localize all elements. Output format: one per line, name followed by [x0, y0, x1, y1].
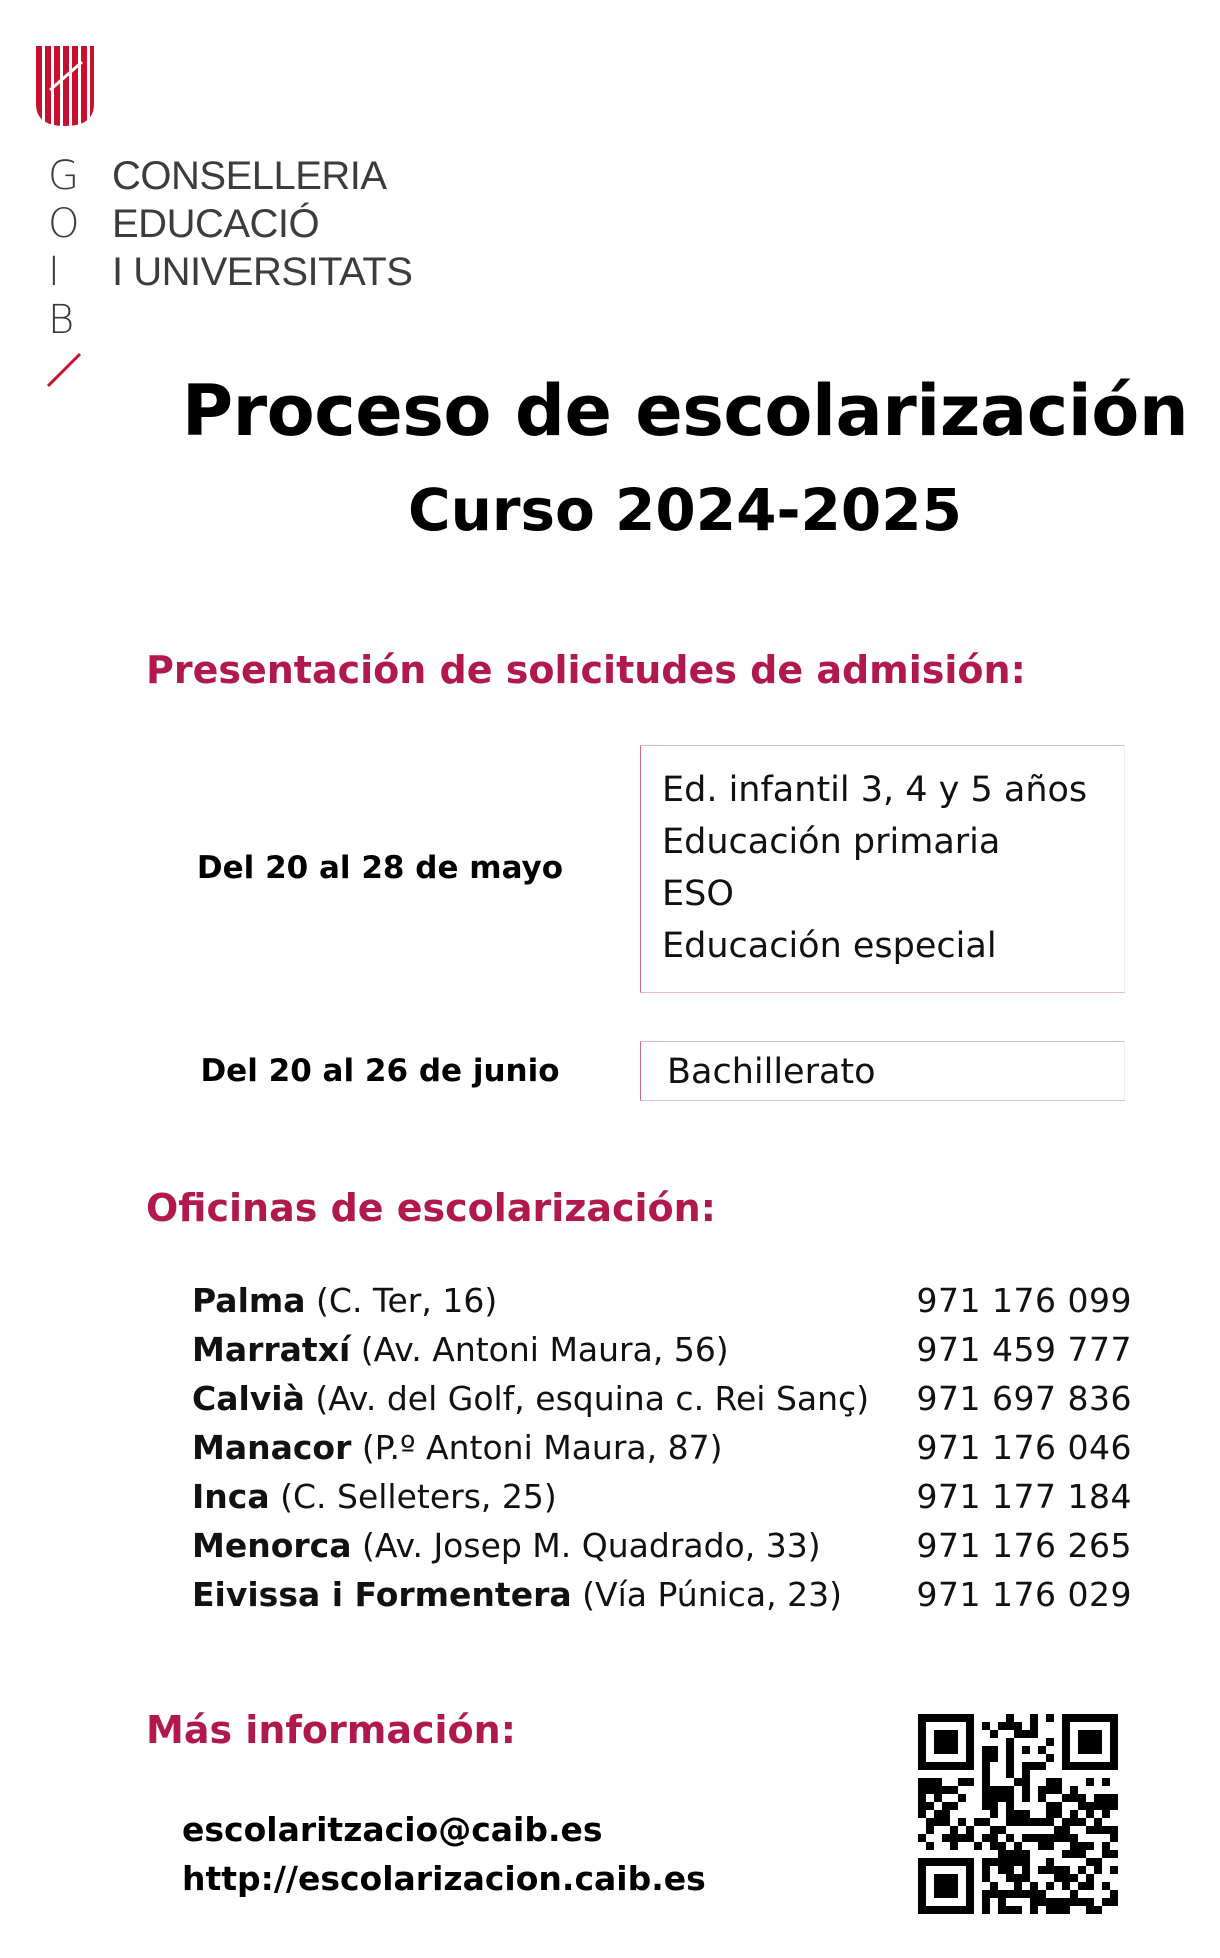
- email-link[interactable]: escolaritzacio@caib.es: [182, 1810, 603, 1849]
- office-phone: 971 177 184: [916, 1477, 1132, 1516]
- conselleria-line-3: I UNIVERSITATS: [112, 250, 413, 294]
- office-row-manacor: [192, 1423, 1132, 1472]
- office-row-eivissa: [192, 1570, 1132, 1619]
- conselleria-line-1: CONSELLERIA: [112, 154, 387, 198]
- page-title: Proceso de escolarización: [181, 370, 1189, 452]
- more-info-heading: Más información:: [146, 1708, 516, 1752]
- office-row-menorca: [192, 1521, 1132, 1570]
- office-address: (Av. del Golf, esquina c. Rei Sanç): [304, 1379, 870, 1418]
- period-dates-may: Del 20 al 28 de mayo: [196, 850, 564, 886]
- office-name: Eivissa i Formentera: [192, 1575, 572, 1614]
- office-phone: 971 697 836: [916, 1379, 1132, 1418]
- office-name: Marratxí: [192, 1330, 351, 1369]
- logo-slash-mark: [46, 352, 82, 388]
- office-phone: 971 459 777: [916, 1330, 1132, 1369]
- office-name: Calvià: [192, 1379, 305, 1418]
- office-address: (Av. Antoni Maura, 56): [350, 1330, 729, 1369]
- goib-letter-o: O: [48, 201, 80, 247]
- website-link[interactable]: http://escolarizacion.caib.es: [182, 1859, 706, 1898]
- goib-letter-b: B: [48, 297, 75, 343]
- period-levels-box-june: [640, 1041, 1125, 1101]
- office-row-calvia: [192, 1374, 1132, 1423]
- office-phone: 971 176 099: [916, 1281, 1132, 1320]
- level-item: Ed. infantil 3, 4 y 5 años: [662, 770, 1088, 810]
- office-phone: 971 176 029: [916, 1575, 1132, 1614]
- office-address: (C. Ter, 16): [305, 1281, 498, 1320]
- office-name: Manacor: [192, 1428, 352, 1467]
- office-phone: 971 176 046: [916, 1428, 1132, 1467]
- page-subtitle: Curso 2024-2025: [408, 476, 962, 544]
- qr-code-image: [918, 1714, 1118, 1914]
- office-address: (C. Selleters, 25): [269, 1477, 557, 1516]
- level-item: Educación primaria: [662, 822, 1001, 862]
- level-item: Bachillerato: [667, 1052, 876, 1092]
- admission-heading: Presentación de solicitudes de admisión:: [146, 648, 1026, 692]
- office-name: Palma: [192, 1281, 306, 1320]
- goib-emblem-logo: [36, 46, 94, 126]
- office-row-palma: [192, 1276, 1132, 1325]
- office-name: Inca: [192, 1477, 270, 1516]
- office-phone: 971 176 265: [916, 1526, 1132, 1565]
- office-address: (P.º Antoni Maura, 87): [351, 1428, 723, 1467]
- goib-letter-g: G: [48, 153, 79, 199]
- level-item: ESO: [662, 874, 734, 914]
- offices-heading: Oficinas de escolarización:: [146, 1186, 716, 1230]
- goib-letter-i: I: [48, 249, 60, 295]
- office-address: (Av. Josep M. Quadrado, 33): [351, 1526, 821, 1565]
- office-name: Menorca: [192, 1526, 352, 1565]
- period-levels-box-may: [640, 745, 1125, 993]
- period-dates-june: Del 20 al 26 de junio: [200, 1053, 560, 1089]
- office-address: (Vía Púnica, 23): [571, 1575, 842, 1614]
- level-item: Educación especial: [662, 926, 997, 966]
- office-row-marratxi: [192, 1325, 1132, 1374]
- office-row-inca: [192, 1472, 1132, 1521]
- conselleria-line-2: EDUCACIÓ: [112, 202, 320, 246]
